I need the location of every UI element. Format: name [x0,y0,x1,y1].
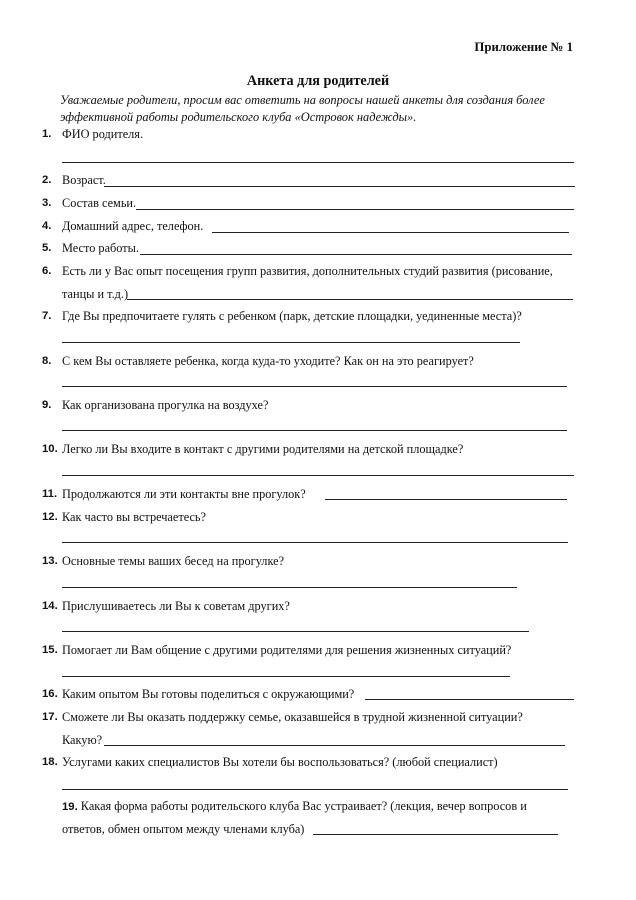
question-number: 8. [42,355,52,367]
question-text: Как организована прогулка на воздухе? [62,398,269,412]
question-number: 18. [42,756,58,768]
question-text: Где Вы предпочитаете гулять с ребенком (парк, детские площадки, уединенные места)? [62,309,522,323]
question-text: ФИО родителя. [62,127,144,141]
question-text: Легко ли Вы входите в контакт с другими родителями на детской площадке? [62,442,464,456]
page-title: Анкета для родителей [246,73,390,89]
question-text: Возраст. [62,173,106,187]
question-text-continued: танцы и т.д.) [62,287,129,301]
answer-line[interactable] [365,699,574,700]
question-text: Состав семьи. [62,196,137,210]
question-number: 13. [42,555,58,567]
answer-line[interactable] [212,232,569,233]
question-text: Сможете ли Вы оказать поддержку семье, оказавшейся в трудной жизненной ситуации? [62,710,523,724]
answer-line[interactable] [62,475,574,476]
question-number: 5. [42,242,52,254]
answer-line[interactable] [62,631,529,632]
answer-line[interactable] [136,209,574,210]
answer-line[interactable] [62,789,568,790]
answer-line[interactable] [104,745,565,746]
question-text-continued: ответов, обмен опытом между членами клуба) [62,822,305,836]
question-text: Услугами каких специалистов Вы хотели бы воспользоваться? (любой специалист) [62,755,498,769]
answer-line[interactable] [313,834,558,835]
answer-line[interactable] [62,342,520,343]
question-number: 14. [42,600,58,612]
question-number: 15. [42,644,58,656]
answer-line[interactable] [140,254,572,255]
question-number: 2. [42,174,52,186]
question-number: 16. [42,688,58,700]
question-text: Прислушиваетесь ли Вы к советам других? [62,599,290,613]
question-text: Продолжаются ли эти контакты вне прогулок? [62,487,306,501]
question-number: 4. [42,220,52,232]
question-text: Как часто вы встречаетесь? [62,510,207,524]
question-text-continued: Какую? [62,733,103,747]
question-text: Есть ли у Вас опыт посещения групп развития, дополнительных студий развития (рисование, [62,264,553,278]
question-text: Основные темы ваших бесед на прогулке? [62,554,285,568]
question-text: Каким опытом Вы готовы поделиться с окружающими? [62,687,355,701]
answer-line[interactable] [62,542,568,543]
answer-line[interactable] [62,587,517,588]
question-19-text: Какая форма работы родительского клуба Вас устраивает? (лекция, вечер вопросов и [80,799,527,813]
question-number: 17. [42,711,58,723]
answer-line[interactable] [325,499,567,500]
question-text: Место работы. [62,241,139,255]
intro-text: Уважаемые родители, просим вас ответить на вопросы нашей анкеты для создания более эффективной работы родительского клуба «Островок надежды». [60,93,545,124]
question-text: С кем Вы оставляете ребенка, когда куда-то уходите? Как он на это реагирует? [62,354,474,368]
question-number: 11. [42,488,58,500]
question-number: 12. [42,511,58,523]
question-text [62,799,527,814]
answer-line[interactable] [62,386,567,387]
answer-line[interactable] [62,676,510,677]
question-text: Помогает ли Вам общение с другими родителями для решения жизненных ситуаций? [62,643,512,657]
answer-line[interactable] [62,430,567,431]
question-number: 19. [62,801,78,813]
appendix-label: Приложение № 1 [474,40,573,54]
question-number: 9. [42,399,52,411]
question-number: 10. [42,443,58,455]
answer-line[interactable] [62,162,574,163]
question-number: 1. [42,128,52,140]
question-number: 7. [42,310,52,322]
question-number: 6. [42,265,52,277]
answer-line[interactable] [104,186,575,187]
question-text: Домашний адрес, телефон. [62,219,204,233]
answer-line[interactable] [127,299,573,300]
question-number: 3. [42,197,52,209]
